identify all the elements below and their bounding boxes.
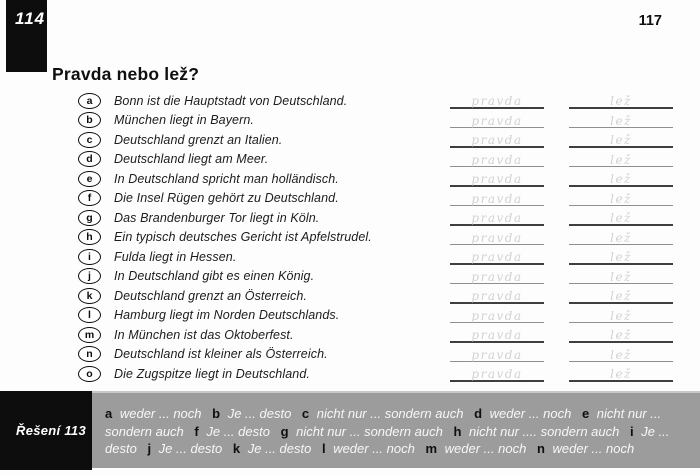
item-text: Deutschland grenzt an Österreich. xyxy=(114,288,307,303)
blank-lez-label: lež xyxy=(610,192,632,206)
blank-pravda-label: pravda xyxy=(471,210,523,225)
solution-letter: k xyxy=(232,441,241,456)
item-letter: n xyxy=(86,348,93,361)
item-letter-badge xyxy=(78,171,101,187)
blank-lez xyxy=(569,131,673,148)
solution-letter: f xyxy=(194,423,199,439)
item-letter-badge xyxy=(78,346,101,362)
item-letter-badge xyxy=(78,307,101,323)
exercise-row xyxy=(78,228,672,248)
exercise-row xyxy=(78,364,672,384)
solution-letter: g xyxy=(280,423,289,439)
solution-letter: b xyxy=(212,406,221,421)
item-letter-badge xyxy=(78,210,101,226)
blank-pravda-label: pravda xyxy=(471,327,523,342)
solution-letter: h xyxy=(453,423,462,439)
exercise-row xyxy=(78,286,672,306)
blank-pravda xyxy=(450,209,544,226)
solution-text: Je ... desto xyxy=(202,423,270,439)
item-text: In München ist das Oktoberfest. xyxy=(114,327,294,342)
item-letter: b xyxy=(86,114,93,127)
item-letter: g xyxy=(86,211,93,224)
blank-pravda-label: pravda xyxy=(471,93,523,108)
exercise-row xyxy=(78,306,672,326)
blank-lez xyxy=(569,365,673,382)
solution-letter: n xyxy=(536,441,545,456)
blank-pravda-label: pravda xyxy=(471,171,523,186)
blank-lez-label: lež xyxy=(610,210,632,225)
solution-entry xyxy=(425,441,526,456)
item-text: Ein typisch deutsches Gericht ist Apfelstrudel. xyxy=(114,230,372,245)
blank-pravda-label: pravda xyxy=(471,231,523,245)
solutions-answers xyxy=(92,393,700,458)
item-letter: o xyxy=(86,367,93,380)
solution-text: Je ... desto xyxy=(155,441,223,456)
solution-letter: i xyxy=(629,423,634,439)
exercise-row xyxy=(78,267,672,287)
solution-letter: l xyxy=(321,441,326,456)
solution-letter: j xyxy=(147,441,152,456)
blank-lez-label: lež xyxy=(610,153,632,167)
item-text: In Deutschland spricht man holländisch. xyxy=(114,171,339,186)
blank-lez xyxy=(569,92,673,109)
blank-lez-label: lež xyxy=(610,270,632,284)
item-letter-badge xyxy=(78,268,101,284)
blank-pravda xyxy=(450,326,544,343)
item-text: In Deutschland gibt es einen König. xyxy=(114,269,315,284)
item-letter: m xyxy=(84,328,95,341)
solution-entry xyxy=(537,441,634,456)
blank-lez-label: lež xyxy=(610,249,632,264)
solution-text: weder ... noch xyxy=(441,441,527,456)
item-letter: h xyxy=(86,231,93,244)
blank-lez xyxy=(569,268,673,284)
item-letter: i xyxy=(88,250,91,263)
exercise-row xyxy=(78,208,672,228)
blank-lez-label: lež xyxy=(610,114,632,128)
blank-lez xyxy=(569,248,673,265)
exercise-row xyxy=(78,91,672,111)
exercise-row xyxy=(78,189,672,209)
blank-pravda xyxy=(450,268,544,284)
solution-entry xyxy=(233,441,311,456)
solution-entry xyxy=(453,424,619,439)
blank-pravda xyxy=(450,307,544,323)
item-text: Bonn ist die Hauptstadt von Deutschland. xyxy=(114,93,348,108)
solution-entry xyxy=(105,406,202,421)
item-letter: a xyxy=(86,94,93,107)
item-letter-badge xyxy=(78,112,101,128)
solution-text: Je ... desto xyxy=(224,406,292,421)
blank-pravda-label: pravda xyxy=(471,309,523,323)
item-letter-badge xyxy=(78,93,101,109)
solution-entry xyxy=(212,406,291,421)
solution-entry xyxy=(194,424,270,439)
blank-lez xyxy=(569,326,673,343)
solution-entry xyxy=(322,441,415,456)
blank-lez xyxy=(569,112,673,128)
solutions-heading-block xyxy=(0,391,92,470)
blank-pravda xyxy=(450,92,544,109)
solution-entry xyxy=(281,424,443,439)
item-text: Deutschland liegt am Meer. xyxy=(114,152,269,167)
blank-pravda xyxy=(450,346,544,362)
item-letter: d xyxy=(86,153,93,166)
blank-pravda xyxy=(450,190,544,206)
solution-text: weder ... noch xyxy=(486,406,572,421)
item-letter-badge xyxy=(78,132,101,148)
blank-lez-label: lež xyxy=(610,132,632,147)
blank-pravda-label: pravda xyxy=(471,366,523,381)
solution-text: nicht nur .... sondern auch xyxy=(465,423,620,439)
item-text: Fulda liegt in Hessen. xyxy=(114,249,237,264)
blank-lez xyxy=(569,229,673,245)
blank-lez xyxy=(569,170,673,187)
blank-pravda xyxy=(450,170,544,187)
left-page-number: 114 xyxy=(15,9,46,28)
blank-lez-label: lež xyxy=(610,348,632,362)
exercise-row xyxy=(78,130,672,150)
exercise-row xyxy=(78,169,672,189)
blank-pravda xyxy=(450,229,544,245)
blank-pravda-label: pravda xyxy=(471,249,523,264)
item-text: Die Zugspitze liegt in Deutschland. xyxy=(114,366,310,381)
item-text: Hamburg liegt im Norden Deutschlands. xyxy=(114,308,340,323)
item-letter: f xyxy=(87,192,92,205)
blank-pravda-label: pravda xyxy=(471,114,523,128)
solution-text: weder ... noch xyxy=(116,406,202,421)
blank-pravda-label: pravda xyxy=(471,192,523,206)
solution-text: Je ... desto xyxy=(244,441,312,456)
solution-text: Je ... desto xyxy=(105,423,670,456)
solution-entry xyxy=(147,441,222,456)
item-text: Das Brandenburger Tor liegt in Köln. xyxy=(114,210,320,225)
exercise-list xyxy=(78,91,672,384)
solution-letter: a xyxy=(105,406,113,421)
blank-pravda xyxy=(450,131,544,148)
blank-lez-label: lež xyxy=(610,327,632,342)
solution-letter: m xyxy=(425,441,438,456)
blank-lez-label: lež xyxy=(610,288,632,303)
exercise-row xyxy=(78,111,672,131)
blank-lez-label: lež xyxy=(610,93,632,108)
item-letter-badge xyxy=(78,366,101,382)
blank-lez xyxy=(569,307,673,323)
item-text: München liegt in Bayern. xyxy=(114,113,254,128)
solution-text: weder ... noch xyxy=(548,441,635,456)
item-text: Deutschland grenzt an Italien. xyxy=(114,132,283,147)
blank-pravda xyxy=(450,365,544,382)
exercise-title: Pravda nebo lež? xyxy=(52,63,200,84)
solution-letter: d xyxy=(474,406,483,421)
item-letter: l xyxy=(88,309,91,322)
item-letter-badge xyxy=(78,288,101,304)
blank-lez-label: lež xyxy=(610,309,632,323)
blank-lez xyxy=(569,209,673,226)
solution-text: nicht nur ... sondern auch xyxy=(313,406,464,421)
solution-entry xyxy=(302,406,464,421)
item-text: Die Insel Rügen gehört zu Deutschland. xyxy=(114,191,339,206)
blank-pravda xyxy=(450,287,544,304)
item-letter: c xyxy=(86,133,93,146)
item-letter: k xyxy=(86,289,93,302)
item-text: Deutschland ist kleiner als Österreich. xyxy=(114,347,328,362)
blank-lez-label: lež xyxy=(610,366,632,381)
blank-pravda-label: pravda xyxy=(471,270,523,284)
blank-pravda-label: pravda xyxy=(471,348,523,362)
blank-lez xyxy=(569,151,673,167)
blank-lez-label: lež xyxy=(610,231,632,245)
item-letter: e xyxy=(86,172,93,185)
solution-text: nicht nur ... sondern auch xyxy=(292,423,443,439)
right-page-number: 117 xyxy=(638,13,662,29)
item-letter: j xyxy=(88,270,91,283)
item-letter-badge xyxy=(78,327,101,343)
blank-pravda xyxy=(450,112,544,128)
solution-text: nicht nur ... sondern auch xyxy=(105,406,662,439)
exercise-row xyxy=(78,247,672,267)
solution-entry xyxy=(474,406,571,421)
exercise-row xyxy=(78,345,672,365)
blank-pravda xyxy=(450,151,544,167)
solutions-bar xyxy=(0,391,700,468)
item-letter-badge xyxy=(78,190,101,206)
blank-pravda-label: pravda xyxy=(471,132,523,147)
exercise-row xyxy=(78,150,672,170)
solution-letter: c xyxy=(301,406,310,421)
item-letter-badge xyxy=(78,229,101,245)
blank-lez xyxy=(569,346,673,362)
blank-lez xyxy=(569,190,673,206)
solutions-heading: Řešení 113 xyxy=(16,423,86,438)
blank-pravda-label: pravda xyxy=(471,153,523,167)
left-page-number-block xyxy=(6,0,47,72)
exercise-row xyxy=(78,325,672,345)
blank-pravda-label: pravda xyxy=(471,288,523,303)
blank-lez-label: lež xyxy=(610,171,632,186)
item-letter-badge xyxy=(78,151,101,167)
solution-letter: e xyxy=(581,406,590,421)
item-letter-badge xyxy=(78,249,101,265)
blank-lez xyxy=(569,287,673,304)
solution-text: weder ... noch xyxy=(329,441,415,456)
blank-pravda xyxy=(450,248,544,265)
